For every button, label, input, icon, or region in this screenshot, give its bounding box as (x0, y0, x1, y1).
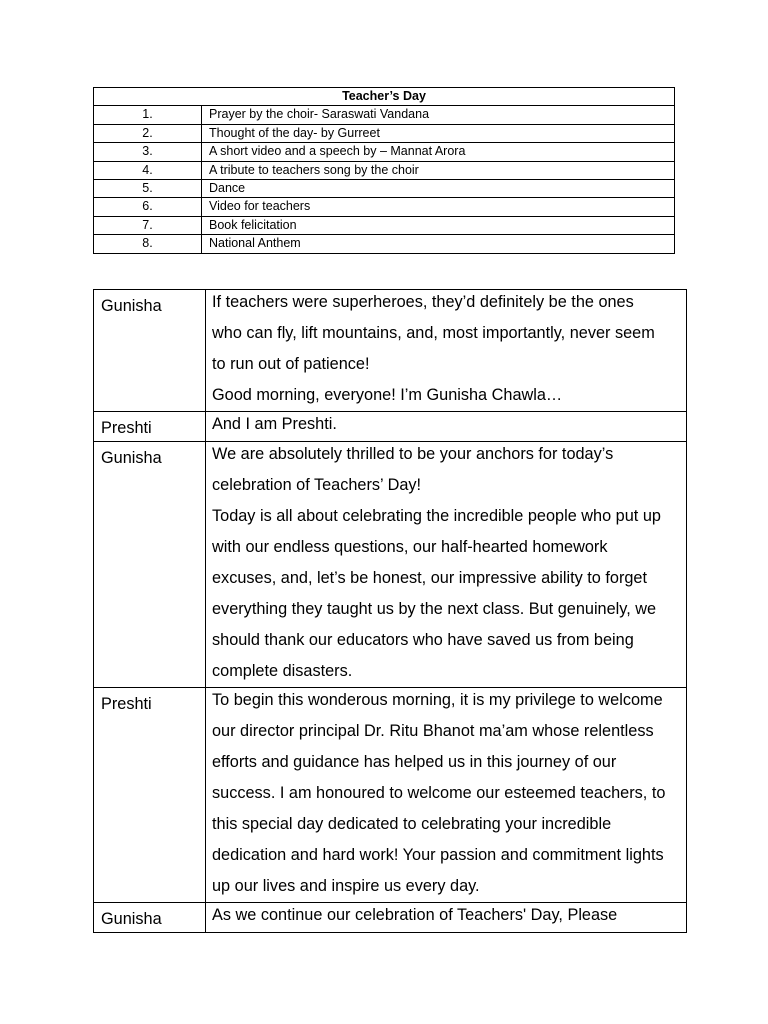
program-row (94, 124, 675, 142)
program-item-text: National Anthem (202, 235, 675, 253)
program-row (94, 235, 675, 253)
script-line: to run out of patience! (212, 355, 370, 373)
speaker-name: Gunisha (94, 903, 206, 933)
program-table (93, 87, 675, 254)
program-item-text: Video for teachers (202, 198, 675, 216)
script-line: everything they taught us by the next class. But genuinely, we (212, 600, 657, 618)
program-item-number: 1. (94, 106, 202, 124)
script-line: Today is all about celebrating the incredible people who put up (212, 507, 661, 525)
script-line: dedication and hard work! Your passion and commitment lights (212, 846, 664, 864)
program-row (94, 106, 675, 124)
program-title: Teacher’s Day (94, 88, 675, 106)
script-line: celebration of Teachers’ Day! (212, 476, 422, 494)
program-item-number: 3. (94, 143, 202, 161)
program-row (94, 143, 675, 161)
speaker-lines (206, 412, 687, 442)
program-item-number: 6. (94, 198, 202, 216)
script-line: And I am Preshti. (212, 415, 337, 433)
speaker-name: Gunisha (94, 290, 206, 412)
program-item-number: 2. (94, 124, 202, 142)
script-row (94, 903, 687, 933)
program-row (94, 216, 675, 234)
program-row (94, 180, 675, 198)
script-row (94, 290, 687, 412)
program-item-text: Thought of the day- by Gurreet (202, 124, 675, 142)
speaker-name: Preshti (94, 688, 206, 903)
speaker-lines (206, 442, 687, 688)
script-line: excuses, and, let’s be honest, our impressive ability to forget (212, 569, 647, 587)
script-row (94, 412, 687, 442)
script-line: who can fly, lift mountains, and, most importantly, never seem (212, 324, 655, 342)
script-line: our director principal Dr. Ritu Bhanot ma’am whose relentless (212, 722, 654, 740)
script-line: with our endless questions, our half-hearted homework (212, 538, 608, 556)
program-item-text: Book felicitation (202, 216, 675, 234)
program-item-number: 4. (94, 161, 202, 179)
script-line: We are absolutely thrilled to be your anchors for today’s (212, 445, 614, 463)
program-row (94, 161, 675, 179)
script-line: To begin this wonderous morning, it is my privilege to welcome (212, 691, 663, 709)
script-line: efforts and guidance has helped us in this journey of our (212, 753, 617, 771)
script-line: this special day dedicated to celebrating your incredible (212, 815, 612, 833)
program-item-text: Dance (202, 180, 675, 198)
program-row (94, 198, 675, 216)
program-item-text: A short video and a speech by – Mannat Arora (202, 143, 675, 161)
speaker-name: Preshti (94, 412, 206, 442)
script-line: success. I am honoured to welcome our esteemed teachers, to (212, 784, 666, 802)
program-item-number: 7. (94, 216, 202, 234)
script-line: As we continue our celebration of Teachers' Day, Please (212, 906, 618, 924)
program-title-row (94, 88, 675, 106)
script-line: Good morning, everyone! I’m Gunisha Chawla… (212, 386, 563, 404)
program-item-number: 5. (94, 180, 202, 198)
speaker-name: Gunisha (94, 442, 206, 688)
script-line: up our lives and inspire us every day. (212, 877, 480, 895)
script-line: should thank our educators who have saved us from being (212, 631, 634, 649)
script-row (94, 442, 687, 688)
script-line: If teachers were superheroes, they’d definitely be the ones (212, 293, 634, 311)
anchor-script-table (93, 289, 687, 933)
speaker-lines (206, 290, 687, 412)
program-item-text: A tribute to teachers song by the choir (202, 161, 675, 179)
script-line: complete disasters. (212, 662, 353, 680)
program-item-number: 8. (94, 235, 202, 253)
speaker-lines (206, 903, 687, 933)
speaker-lines (206, 688, 687, 903)
script-row (94, 688, 687, 903)
program-item-text: Prayer by the choir- Saraswati Vandana (202, 106, 675, 124)
